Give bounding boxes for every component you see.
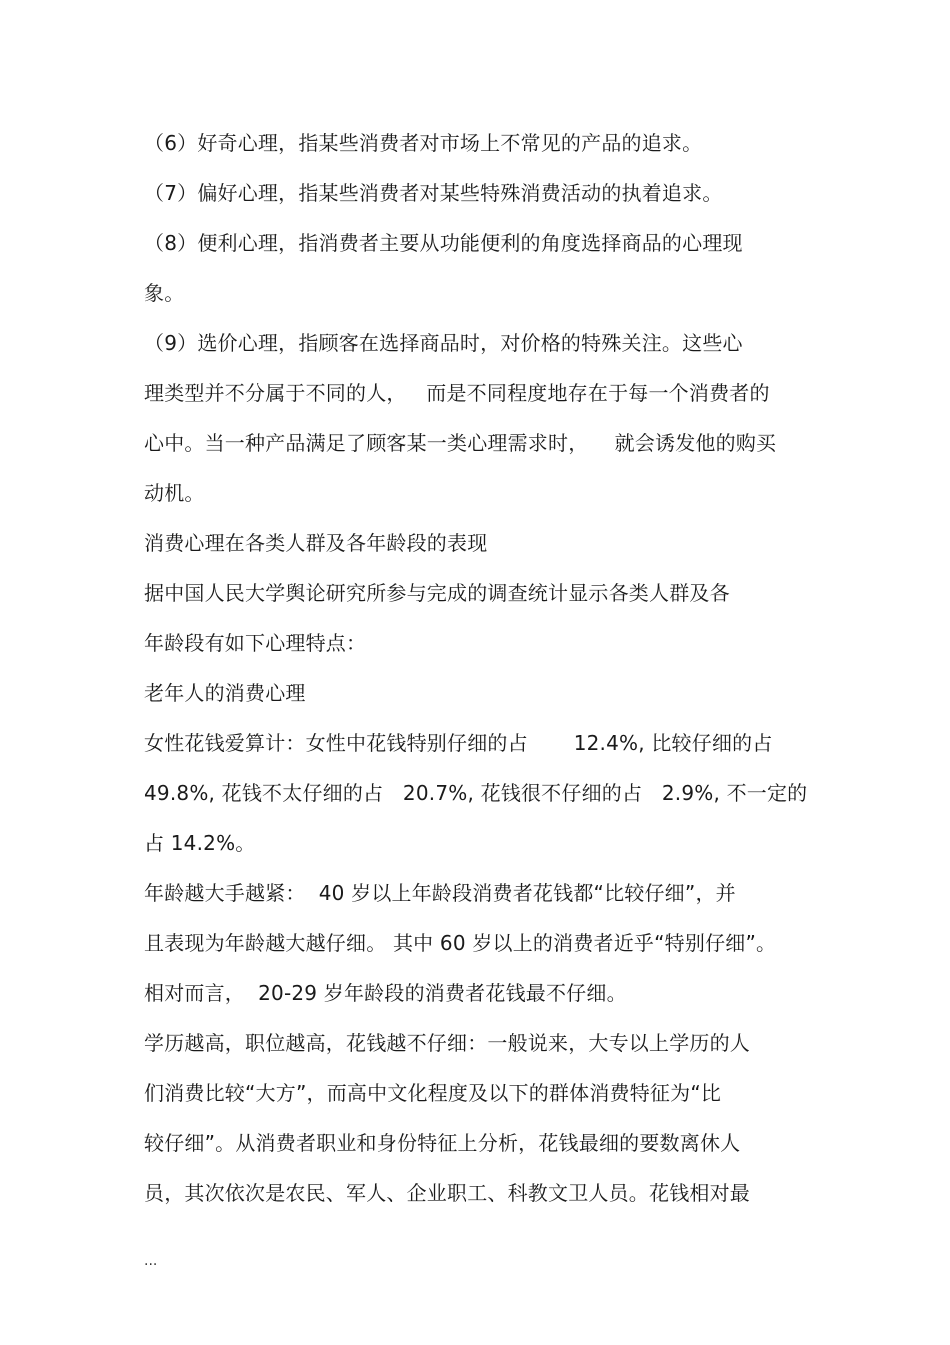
text-line-19: 学历越高，职位越高，花钱越不仔细：一般说来，大专以上学历的人 xyxy=(144,1031,750,1055)
text-line-4: 象。 xyxy=(144,281,185,305)
text-line-18: 相对而言， 20-29 岁年龄段的消费者花钱最不仔细。 xyxy=(144,981,627,1005)
continuation-ellipsis: ... xyxy=(144,1253,158,1269)
text-line-15: 占 14.2%。 xyxy=(144,831,256,855)
section-heading: 消费心理在各类人群及各年龄段的表现 xyxy=(144,531,488,555)
text-line-3: （8）便利心理，指消费者主要从功能便利的角度选择商品的心理现 xyxy=(144,231,743,255)
text-line-22: 员，其次依次是农民、军人、企业职工、科教文卫人员。花钱相对最 xyxy=(144,1181,750,1205)
text-line-2: （7）偏好心理，指某些消费者对某些特殊消费活动的执着追求。 xyxy=(144,181,723,205)
text-line-21: 较仔细”。从消费者职业和身份特征上分析，花钱最细的要数离休人 xyxy=(144,1131,741,1155)
text-line-20: 们消费比较“大方”，而高中文化程度及以下的群体消费特征为“比 xyxy=(144,1081,722,1105)
subsection-heading: 老年人的消费心理 xyxy=(144,681,306,705)
text-line-1: （6）好奇心理，指某些消费者对市场上不常见的产品的追求。 xyxy=(144,131,703,155)
text-line-10: 据中国人民大学舆论研究所参与完成的调查统计显示各类人群及各 xyxy=(144,581,730,605)
text-line-8: 动机。 xyxy=(144,481,205,505)
text-line-16: 年龄越大手越紧： 40 岁以上年龄段消费者花钱都“比较仔细”，并 xyxy=(144,881,736,905)
text-line-6: 理类型并不分属于不同的人， 而是不同程度地存在于每一个消费者的 xyxy=(144,381,770,405)
text-line-14: 49.8%, 花钱不太仔细的占 20.7%, 花钱很不仔细的占 2.9%, 不一定的 xyxy=(144,781,808,805)
text-line-13: 女性花钱爱算计：女性中花钱特别仔细的占 12.4%, 比较仔细的占 xyxy=(144,731,773,755)
text-line-17: 且表现为年龄越大越仔细。 其中 60 岁以上的消费者近乎“特别仔细”。 xyxy=(144,931,777,955)
text-line-7: 心中。当一种产品满足了顾客某一类心理需求时， 就会诱发他的购买 xyxy=(144,431,777,455)
text-line-5: （9）选价心理，指顾客在选择商品时，对价格的特殊关注。这些心 xyxy=(144,331,743,355)
text-line-11: 年龄段有如下心理特点： xyxy=(144,631,367,655)
